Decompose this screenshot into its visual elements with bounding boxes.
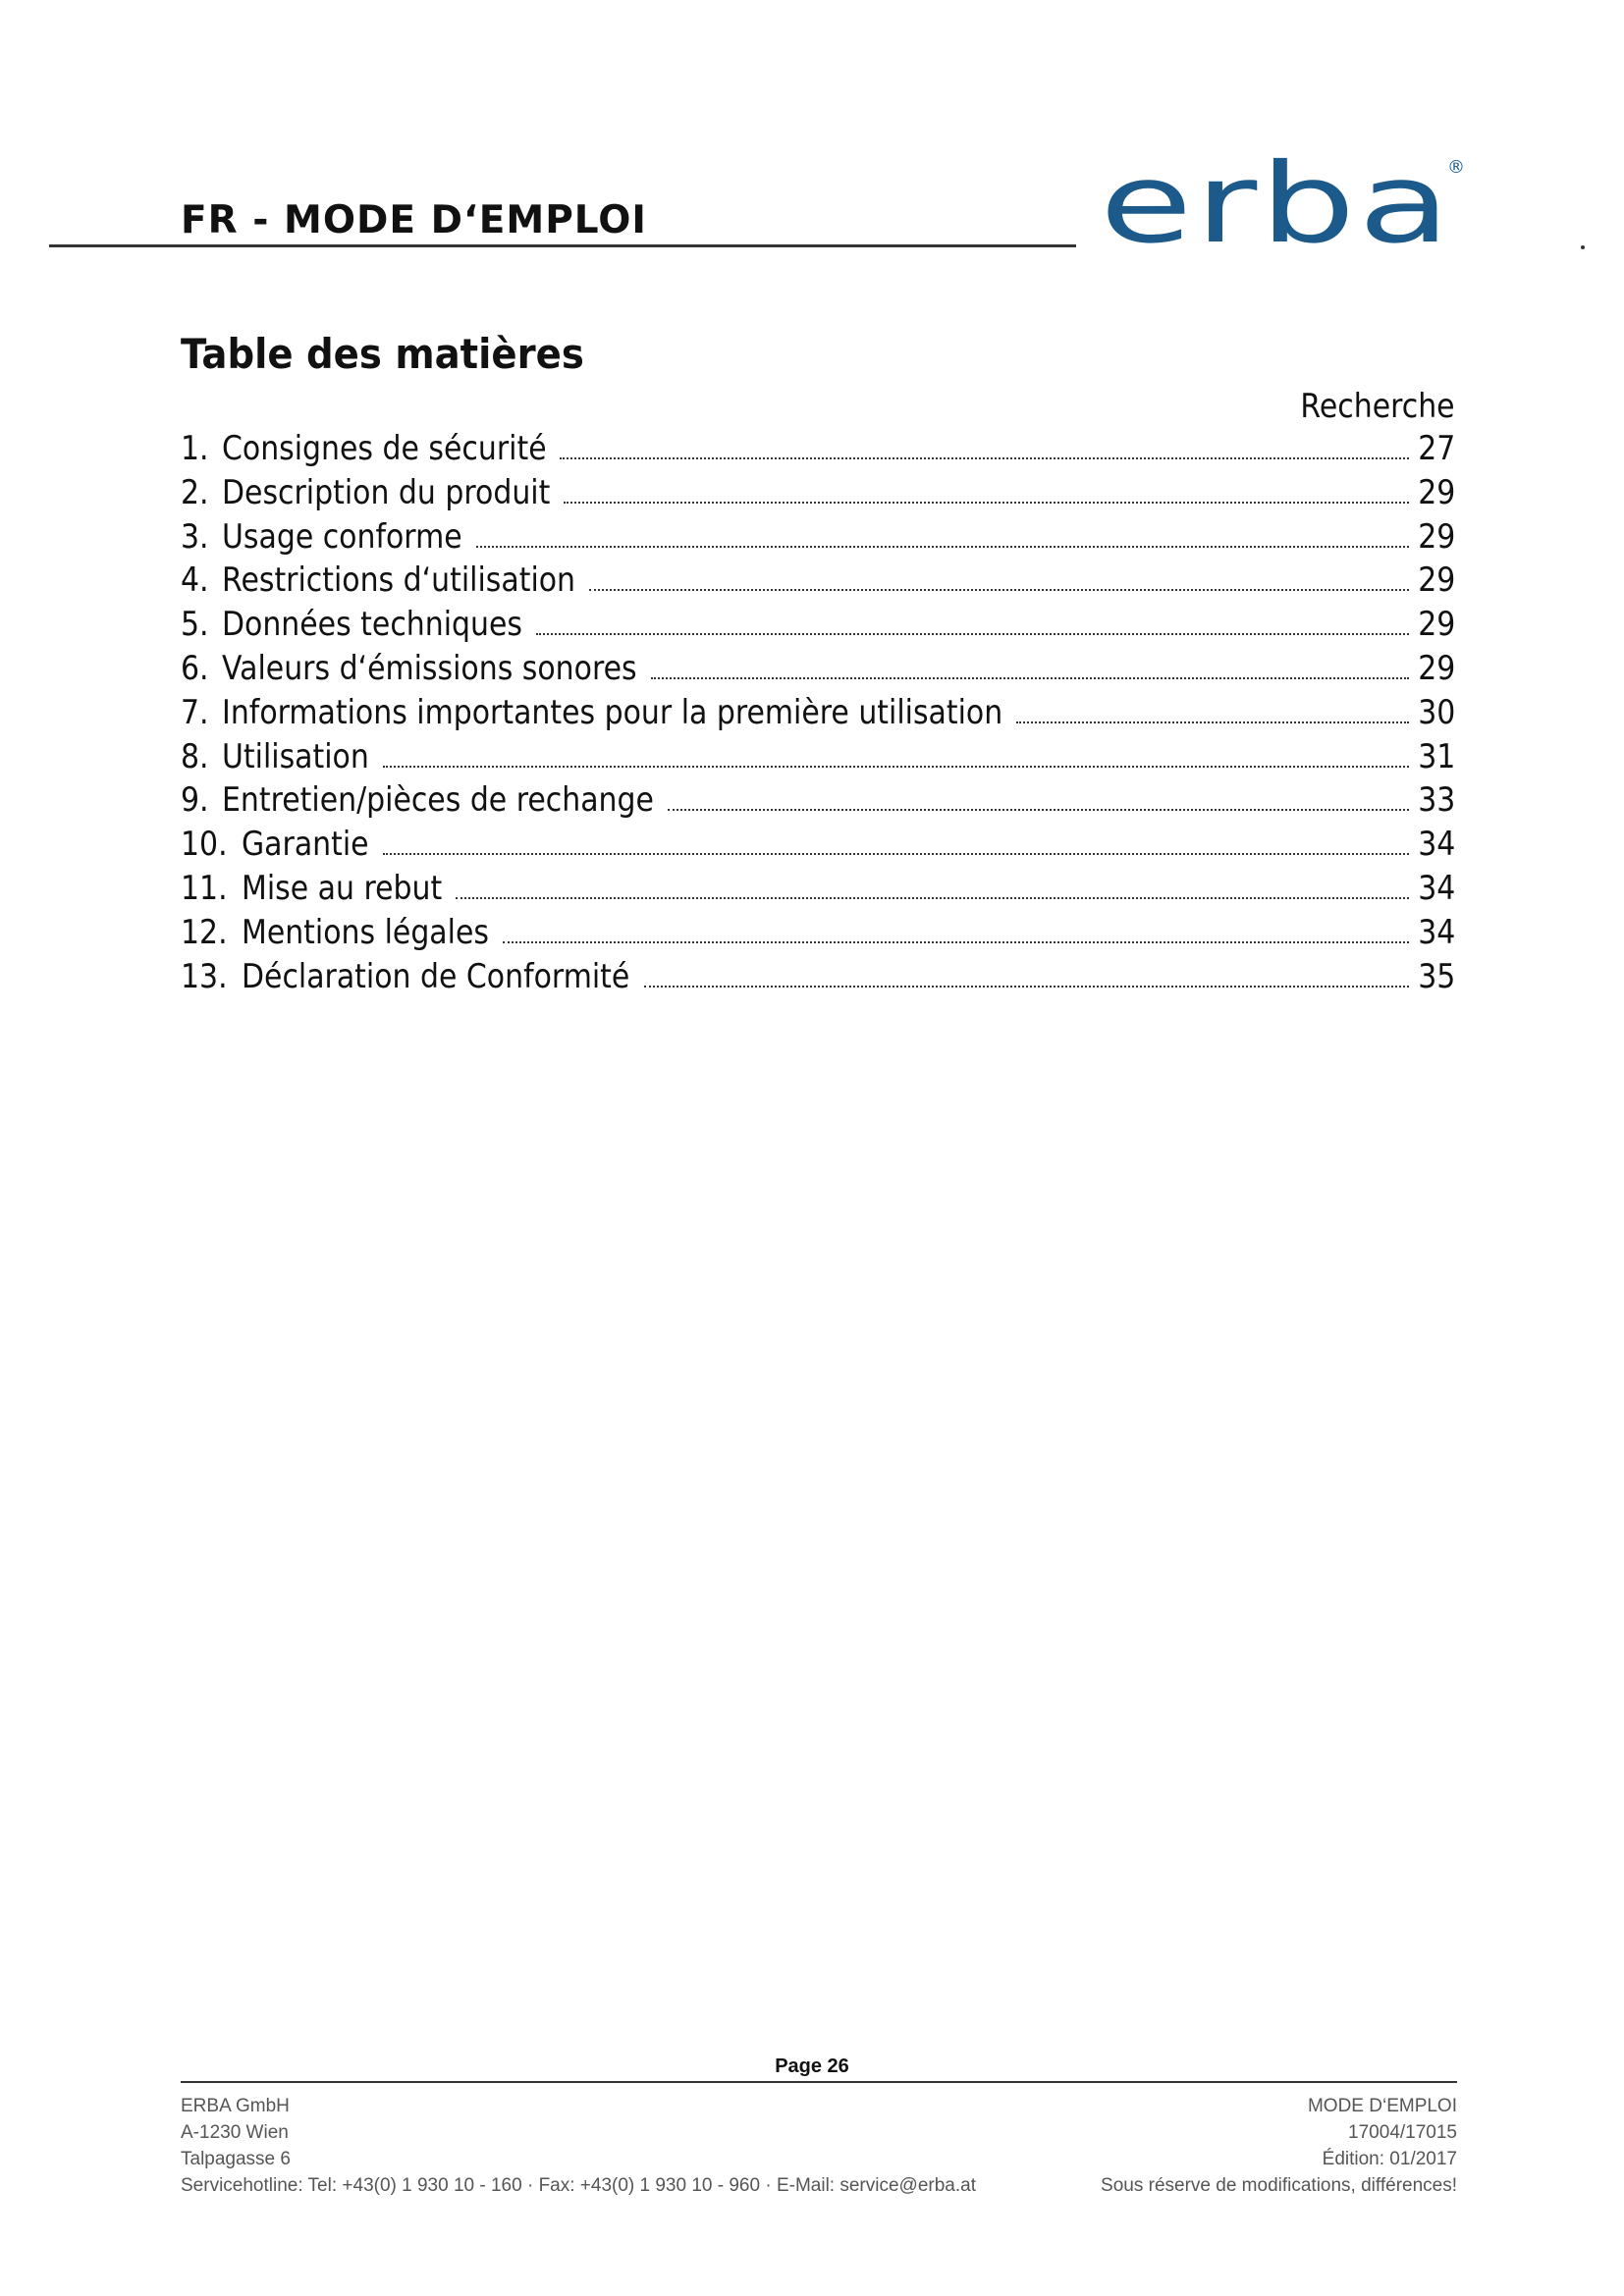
toc-column-label: Recherche <box>1300 387 1455 426</box>
toc-entry[interactable] <box>181 867 1455 911</box>
toc-entry[interactable] <box>181 427 1455 471</box>
toc-entry-number: 7. <box>181 692 209 732</box>
header-rule <box>49 244 1076 247</box>
toc-entry-page: 34 <box>1417 912 1455 952</box>
toc-entry-title: Mentions légales <box>242 912 489 952</box>
toc-entry-page: 29 <box>1417 605 1455 645</box>
toc-entry[interactable] <box>181 471 1455 515</box>
toc-dot-leader <box>383 765 1409 768</box>
toc-entry-number: 10. <box>181 825 228 865</box>
toc-entry-page: 29 <box>1417 516 1455 557</box>
toc-entry-page: 29 <box>1417 472 1455 512</box>
toc-entry-number: 1. <box>181 429 209 468</box>
footer-edition: Édition: 01/2017 <box>1322 2149 1457 2169</box>
toc-entry-page: 27 <box>1417 429 1455 468</box>
toc-dot-leader <box>1016 721 1409 723</box>
toc-dot-leader <box>560 456 1408 459</box>
toc-dot-leader <box>383 852 1409 855</box>
toc-entry-number: 3. <box>181 516 209 557</box>
footer-doc-type: MODE D‘EMPLOI <box>1307 2096 1457 2116</box>
footer-page-number: Page 26 <box>775 2056 849 2077</box>
toc-entry-title: Garantie <box>242 825 369 865</box>
toc-entry-page: 33 <box>1417 780 1455 821</box>
toc-entry-number: 9. <box>181 780 209 821</box>
footer-address <box>181 2093 976 2199</box>
toc-entry-page: 29 <box>1417 561 1455 601</box>
toc-entry[interactable] <box>181 691 1455 735</box>
toc-entry-page: 30 <box>1417 692 1455 732</box>
toc-entry-title: Usage conforme <box>222 516 462 557</box>
toc-entry-page: 35 <box>1417 956 1455 996</box>
toc-dot-leader <box>456 896 1409 899</box>
toc-entry-number: 6. <box>181 648 209 688</box>
toc-dot-leader <box>536 632 1409 635</box>
toc-entry-number: 12. <box>181 912 228 952</box>
header-title: FR - MODE D‘EMPLOI <box>181 198 647 242</box>
toc-entry[interactable] <box>181 778 1455 823</box>
toc-list <box>181 427 1455 998</box>
toc-entry-number: 8. <box>181 736 209 776</box>
toc-entry[interactable] <box>181 603 1455 647</box>
toc-entry-number: 5. <box>181 605 209 645</box>
toc-entry-number: 11. <box>181 868 228 908</box>
toc-entry-page: 29 <box>1417 648 1455 688</box>
toc-dot-leader <box>564 501 1408 504</box>
toc-entry[interactable] <box>181 647 1455 691</box>
toc-entry-title: Mise au rebut <box>242 868 443 908</box>
toc-dot-leader <box>476 545 1409 548</box>
toc-heading: Table des matières <box>181 330 584 378</box>
toc-entry-title: Entretien/pièces de rechange <box>222 780 654 821</box>
toc-entry-number: 13. <box>181 956 228 996</box>
logo-wordmark: erba <box>1100 147 1453 255</box>
footer-company: ERBA GmbH <box>181 2096 290 2116</box>
toc-dot-leader <box>644 985 1409 988</box>
toc-entry-page: 34 <box>1417 868 1455 908</box>
footer-city: A-1230 Wien <box>181 2122 289 2143</box>
toc-entry-number: 2. <box>181 472 209 512</box>
stray-dot <box>1581 245 1585 249</box>
toc-dot-leader <box>668 808 1409 811</box>
toc-entry[interactable] <box>181 559 1455 603</box>
toc-dot-leader <box>589 588 1409 591</box>
footer-contact: Servicehotline: Tel: +43(0) 1 930 10 - 160 · Fax: +43(0) 1 930 10 - 960 · E-Mail: service@erba.at <box>181 2175 976 2196</box>
toc-dot-leader <box>651 676 1409 679</box>
toc-entry-title: Restrictions d‘utilisation <box>222 561 576 601</box>
toc-entry[interactable] <box>181 911 1455 955</box>
toc-entry-page: 34 <box>1417 825 1455 865</box>
toc-entry[interactable] <box>181 515 1455 560</box>
toc-entry-title: Description du produit <box>222 472 551 512</box>
footer-disclaimer: Sous réserve de modifications, différences! <box>1101 2175 1457 2196</box>
toc-entry-title: Déclaration de Conformité <box>242 956 630 996</box>
footer-docinfo <box>1101 2093 1457 2199</box>
toc-entry-title: Consignes de sécurité <box>222 429 547 468</box>
toc-entry-title: Données techniques <box>222 605 522 645</box>
footer-rule <box>181 2081 1457 2083</box>
toc-entry-number: 4. <box>181 561 209 601</box>
footer-street: Talpagasse 6 <box>181 2149 291 2169</box>
toc-entry-title: Utilisation <box>222 736 369 776</box>
toc-entry-title: Valeurs d‘émissions sonores <box>222 648 637 688</box>
toc-entry[interactable] <box>181 823 1455 867</box>
toc-dot-leader <box>503 940 1408 943</box>
toc-entry-page: 31 <box>1417 736 1455 776</box>
toc-entry[interactable] <box>181 735 1455 779</box>
toc-entry-title: Informations importantes pour la première utilisation <box>222 692 1003 732</box>
toc-entry[interactable] <box>181 955 1455 999</box>
footer-doc-number: 17004/17015 <box>1348 2122 1457 2143</box>
erba-logo <box>1100 147 1471 255</box>
logo-registered-mark: ® <box>1447 157 1465 178</box>
